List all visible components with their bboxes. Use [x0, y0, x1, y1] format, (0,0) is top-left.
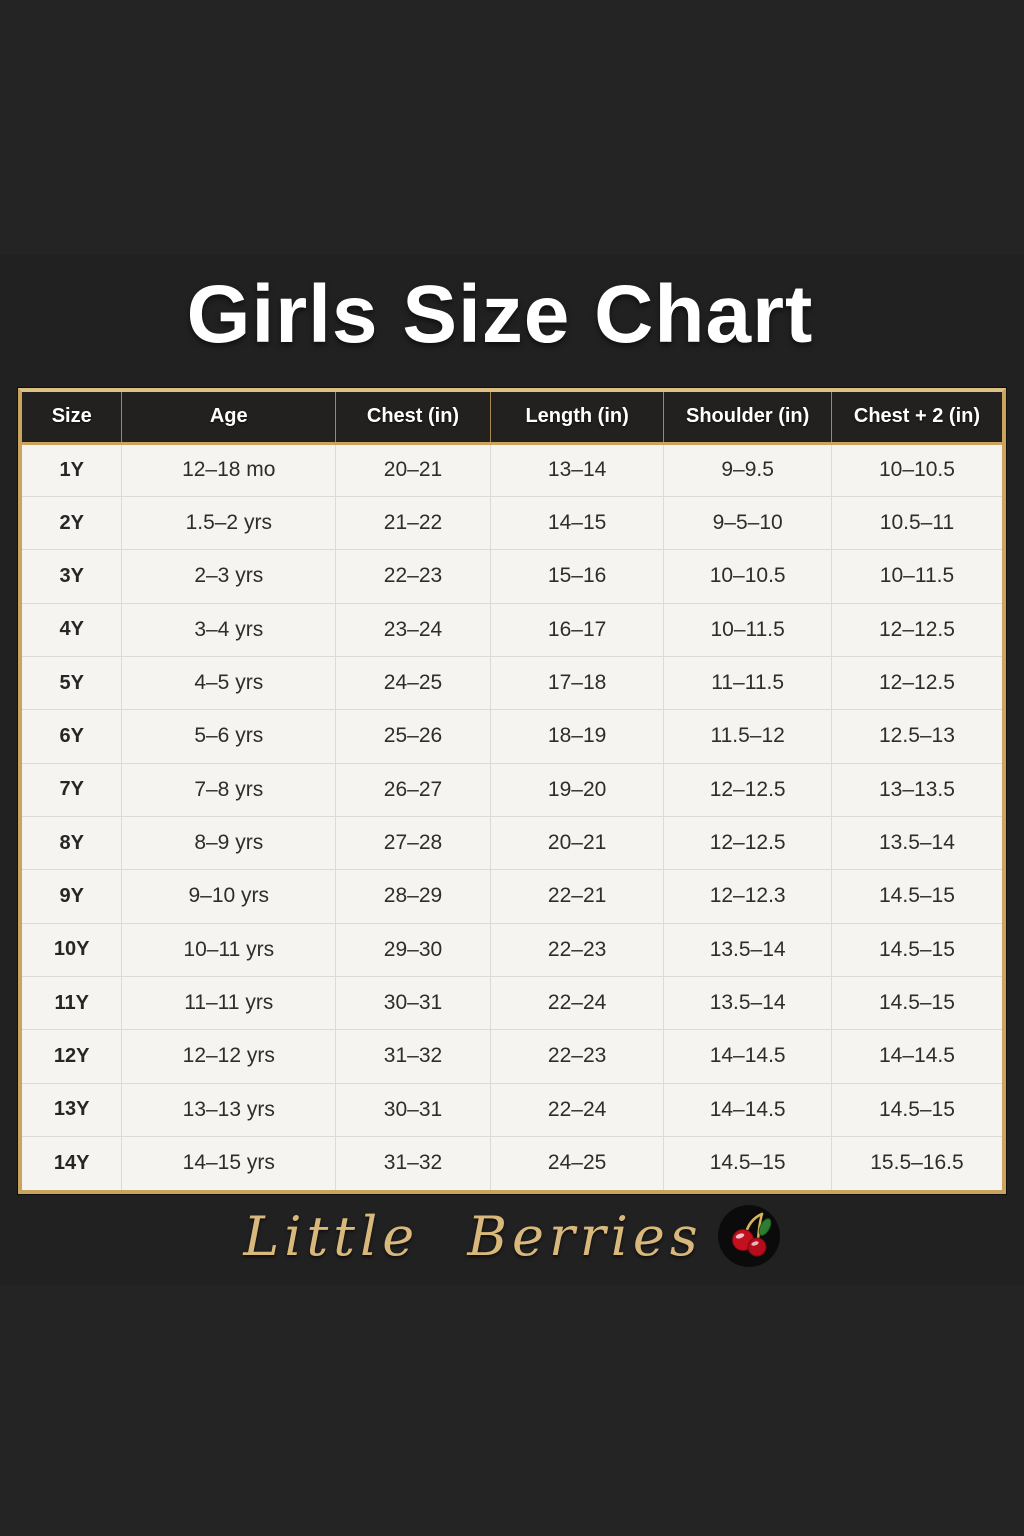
value-cell: 14.5–15: [664, 1136, 832, 1190]
column-header: Chest (in): [336, 392, 491, 443]
value-cell: 12–18 mo: [122, 443, 336, 496]
table-row: [22, 870, 1002, 923]
value-cell: 12–12 yrs: [122, 1030, 336, 1083]
value-cell: 28–29: [336, 870, 491, 923]
value-cell: 23–24: [336, 603, 491, 656]
table-row: [22, 656, 1002, 709]
page-title: Girls Size Chart: [186, 269, 814, 360]
value-cell: 22–23: [336, 550, 491, 603]
size-cell: 8Y: [22, 816, 122, 869]
value-cell: 9–10 yrs: [122, 870, 336, 923]
value-cell: 31–32: [336, 1030, 491, 1083]
value-cell: 12.5–13: [831, 710, 1002, 763]
table-header: [22, 392, 1002, 443]
value-cell: 29–30: [336, 923, 491, 976]
value-cell: 16–17: [490, 603, 663, 656]
size-cell: 9Y: [22, 870, 122, 923]
value-cell: 4–5 yrs: [122, 656, 336, 709]
table-row: [22, 550, 1002, 603]
value-cell: 10.5–11: [831, 496, 1002, 549]
value-cell: 5–6 yrs: [122, 710, 336, 763]
value-cell: 14.5–15: [831, 1083, 1002, 1136]
value-cell: 13.5–14: [664, 923, 832, 976]
value-cell: 8–9 yrs: [122, 816, 336, 869]
value-cell: 14.5–15: [831, 976, 1002, 1029]
value-cell: 13–13 yrs: [122, 1083, 336, 1136]
table-row: [22, 923, 1002, 976]
value-cell: 22–21: [490, 870, 663, 923]
value-cell: 12–12.5: [664, 763, 832, 816]
value-cell: 11–11 yrs: [122, 976, 336, 1029]
value-cell: 14.5–15: [831, 870, 1002, 923]
brand-footer: [0, 1204, 1024, 1268]
value-cell: 14.5–15: [831, 923, 1002, 976]
size-cell: 2Y: [22, 496, 122, 549]
column-header: Size: [22, 392, 122, 443]
value-cell: 27–28: [336, 816, 491, 869]
column-header: Length (in): [490, 392, 663, 443]
column-header: Chest + 2 (in): [831, 392, 1002, 443]
table-row: [22, 763, 1002, 816]
size-cell: 10Y: [22, 923, 122, 976]
value-cell: 12–12.5: [831, 656, 1002, 709]
value-cell: 7–8 yrs: [122, 763, 336, 816]
size-chart-frame: [18, 388, 1006, 1194]
value-cell: 2–3 yrs: [122, 550, 336, 603]
value-cell: 22–24: [490, 1083, 663, 1136]
value-cell: 20–21: [490, 816, 663, 869]
value-cell: 10–11 yrs: [122, 923, 336, 976]
column-header: Age: [122, 392, 336, 443]
table-row: [22, 976, 1002, 1029]
table-row: [22, 1083, 1002, 1136]
table-row: [22, 710, 1002, 763]
value-cell: 10–11.5: [664, 603, 832, 656]
table-row: [22, 443, 1002, 496]
cherries-icon: [717, 1204, 781, 1268]
size-cell: 13Y: [22, 1083, 122, 1136]
value-cell: 22–23: [490, 923, 663, 976]
value-cell: 13–14: [490, 443, 663, 496]
value-cell: 11–11.5: [664, 656, 832, 709]
value-cell: 24–25: [336, 656, 491, 709]
value-cell: 12–12.3: [664, 870, 832, 923]
table-row: [22, 1030, 1002, 1083]
value-cell: 12–12.5: [664, 816, 832, 869]
header-row: [22, 392, 1002, 443]
size-cell: 7Y: [22, 763, 122, 816]
value-cell: 10–11.5: [831, 550, 1002, 603]
value-cell: 13–13.5: [831, 763, 1002, 816]
value-cell: 25–26: [336, 710, 491, 763]
value-cell: 18–19: [490, 710, 663, 763]
value-cell: 9–5–10: [664, 496, 832, 549]
value-cell: 14–14.5: [664, 1030, 832, 1083]
table-body: [22, 443, 1002, 1190]
value-cell: 19–20: [490, 763, 663, 816]
size-cell: 5Y: [22, 656, 122, 709]
value-cell: 14–14.5: [664, 1083, 832, 1136]
value-cell: 10–10.5: [831, 443, 1002, 496]
column-header: Shoulder (in): [664, 392, 832, 443]
size-cell: 4Y: [22, 603, 122, 656]
size-cell: 6Y: [22, 710, 122, 763]
value-cell: 13.5–14: [664, 976, 832, 1029]
value-cell: 14–15: [490, 496, 663, 549]
table-row: [22, 1136, 1002, 1190]
value-cell: 9–9.5: [664, 443, 832, 496]
value-cell: 21–22: [336, 496, 491, 549]
value-cell: 26–27: [336, 763, 491, 816]
value-cell: 30–31: [336, 1083, 491, 1136]
value-cell: 12–12.5: [831, 603, 1002, 656]
value-cell: 17–18: [490, 656, 663, 709]
value-cell: 1.5–2 yrs: [122, 496, 336, 549]
value-cell: 14–15 yrs: [122, 1136, 336, 1190]
size-chart-table: [22, 392, 1002, 1190]
value-cell: 24–25: [490, 1136, 663, 1190]
value-cell: 31–32: [336, 1136, 491, 1190]
value-cell: 30–31: [336, 976, 491, 1029]
value-cell: 22–24: [490, 976, 663, 1029]
value-cell: 14–14.5: [831, 1030, 1002, 1083]
value-cell: 15–16: [490, 550, 663, 603]
value-cell: 13.5–14: [831, 816, 1002, 869]
value-cell: 11.5–12: [664, 710, 832, 763]
size-cell: 11Y: [22, 976, 122, 1029]
table-row: [22, 496, 1002, 549]
value-cell: 22–23: [490, 1030, 663, 1083]
value-cell: 15.5–16.5: [831, 1136, 1002, 1190]
value-cell: 3–4 yrs: [122, 603, 336, 656]
size-cell: 12Y: [22, 1030, 122, 1083]
value-cell: 20–21: [336, 443, 491, 496]
size-cell: 3Y: [22, 550, 122, 603]
table-row: [22, 816, 1002, 869]
size-cell: 14Y: [22, 1136, 122, 1190]
value-cell: 10–10.5: [664, 550, 832, 603]
size-cell: 1Y: [22, 443, 122, 496]
table-row: [22, 603, 1002, 656]
brand-name: Little Berries: [243, 1204, 703, 1268]
